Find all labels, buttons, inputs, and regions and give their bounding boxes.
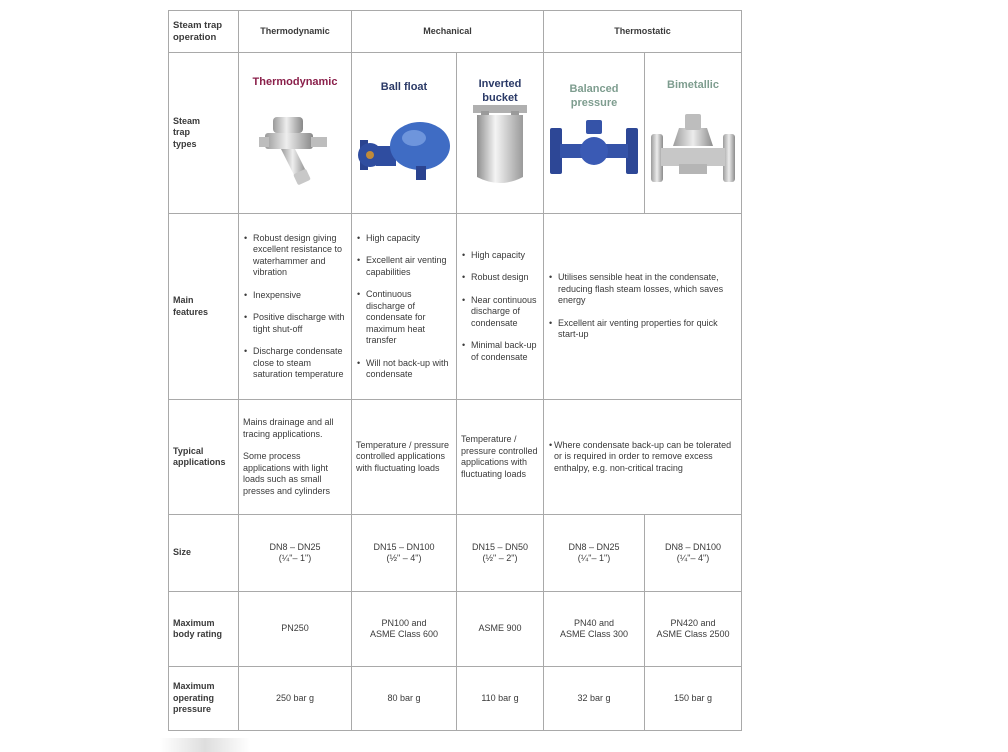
size-range: DN15 – DN100 [373,541,435,552]
group-thermodynamic: Thermodynamic [239,11,352,53]
pressure-inverted-bucket: 110 bar g [457,667,544,731]
type-thermodynamic [239,53,352,214]
feature-list [548,272,733,341]
feature-item: • Robust design giving excellent resistance to waterhammer and vibration [243,233,347,279]
rating-value: ASME 900 [478,623,522,634]
row-label-size: Size [169,515,239,592]
size-row [169,515,742,592]
type-name: Inverted bucket [478,78,522,104]
size-range: DN8 – DN25 [568,541,620,552]
size-ball-float [352,515,457,592]
types-row [169,53,742,214]
feature-list [243,233,347,381]
features-thermostatic [544,214,742,400]
feature-item: • Excellent air venting capabilities [356,255,452,278]
rating-value: PN100 and [381,617,427,628]
size-range: DN8 – DN25 [269,541,321,552]
feature-item: • Will not back-up with condensate [356,358,452,381]
applications-thermodynamic [239,400,352,515]
applications-row [169,400,742,515]
feature-item: • Near continuous discharge of condensate [461,295,539,330]
steam-trap-comparison-table [168,10,742,731]
type-balanced-pressure [544,53,645,214]
type-ball-float [352,53,457,214]
feature-item: • Discharge condensate close to steam saturation temperature [243,346,347,381]
size-inch: (¼"– 1") [577,553,611,563]
rating-value: PN420 and [670,617,716,628]
body-rating-row [169,592,742,667]
feature-list [461,250,539,364]
rating-inverted-bucket [457,592,544,667]
rating-class: ASME Class 300 [559,629,629,639]
thermodynamic-trap-icon [255,111,335,191]
size-thermodynamic [239,515,352,592]
type-name: Thermodynamic [252,76,338,88]
rating-thermodynamic [239,592,352,667]
feature-item: • High capacity [461,250,539,262]
features-inverted-bucket [457,214,544,400]
operation-label: Steam trap operation [169,11,239,53]
application-text: Some process applications with light loads such as small presses and cylinders [243,451,331,496]
row-label-body-rating: Maximum body rating [169,592,239,667]
type-name: Ball float [380,81,428,93]
pressure-balanced-pressure: 32 bar g [544,667,645,731]
row-label-features: Main features [169,214,239,400]
group-thermostatic: Thermostatic [544,11,742,53]
balanced-pressure-trap-icon [548,118,640,184]
feature-list [356,233,452,381]
features-ball-float [352,214,457,400]
row-label-types: Steam trap types [169,53,239,214]
header-row [169,11,742,53]
size-range: DN15 – DN50 [471,541,529,552]
pressure-ball-float: 80 bar g [352,667,457,731]
type-bimetallic [645,53,742,214]
size-inverted-bucket [457,515,544,592]
bimetallic-trap-icon [649,108,737,188]
rating-class: ASME Class 2500 [656,629,730,639]
ball-float-trap-icon [356,116,452,186]
type-inverted-bucket [457,53,544,214]
pressure-thermodynamic: 250 bar g [239,667,352,731]
application-text: Mains drainage and all tracing applications. [243,417,334,439]
size-inch: (½" – 2") [482,553,518,563]
application-text: Temperature / pressure controlled applications with fluctuating loads [461,434,538,479]
row-label-operating-pressure: Maximum operating pressure [169,667,239,731]
rating-ball-float [352,592,457,667]
applications-inverted-bucket [457,400,544,515]
feature-item: • Positive discharge with tight shut-off [243,312,347,335]
size-range: DN8 – DN100 [664,541,722,552]
application-text: Temperature / pressure controlled applications with fluctuating loads [356,439,450,473]
rating-value: PN250 [281,623,309,634]
type-name: Bimetallic [667,79,719,91]
application-list [548,440,733,475]
feature-item: • Excellent air venting properties for quick start-up [548,318,733,341]
feature-item: • Inexpensive [243,290,347,302]
size-inch: (¼"– 1") [278,553,312,563]
size-bimetallic [645,515,742,592]
feature-item: • Minimal back-up of condensate [461,340,539,363]
features-thermodynamic [239,214,352,400]
application-item: • Where condensate back-up can be tolerated or is required in order to remove excess enthalpy, e.g. non-critical tracing [548,440,733,475]
feature-item: • Continuous discharge of condensate for maximum heat transfer [356,289,452,347]
inverted-bucket-trap-icon [467,103,533,189]
row-label-applications: Typical applications [169,400,239,515]
type-name: Balanced pressure [569,83,619,109]
size-balanced-pressure [544,515,645,592]
applications-ball-float [352,400,457,515]
size-inch: (¼"– 4") [676,553,710,563]
rating-balanced-pressure [544,592,645,667]
feature-item: • High capacity [356,233,452,245]
features-row [169,214,742,400]
rating-bimetallic [645,592,742,667]
pressure-bimetallic: 150 bar g [645,667,742,731]
operating-pressure-row [169,667,742,731]
feature-item: • Robust design [461,272,539,284]
applications-thermostatic [544,400,742,515]
rating-value: PN40 and [573,617,615,628]
rating-class: ASME Class 600 [369,629,439,639]
group-mechanical: Mechanical [352,11,544,53]
size-inch: (½" – 4") [386,553,422,563]
feature-item: • Utilises sensible heat in the condensate, reducing flash steam losses, which saves energy [548,272,733,307]
